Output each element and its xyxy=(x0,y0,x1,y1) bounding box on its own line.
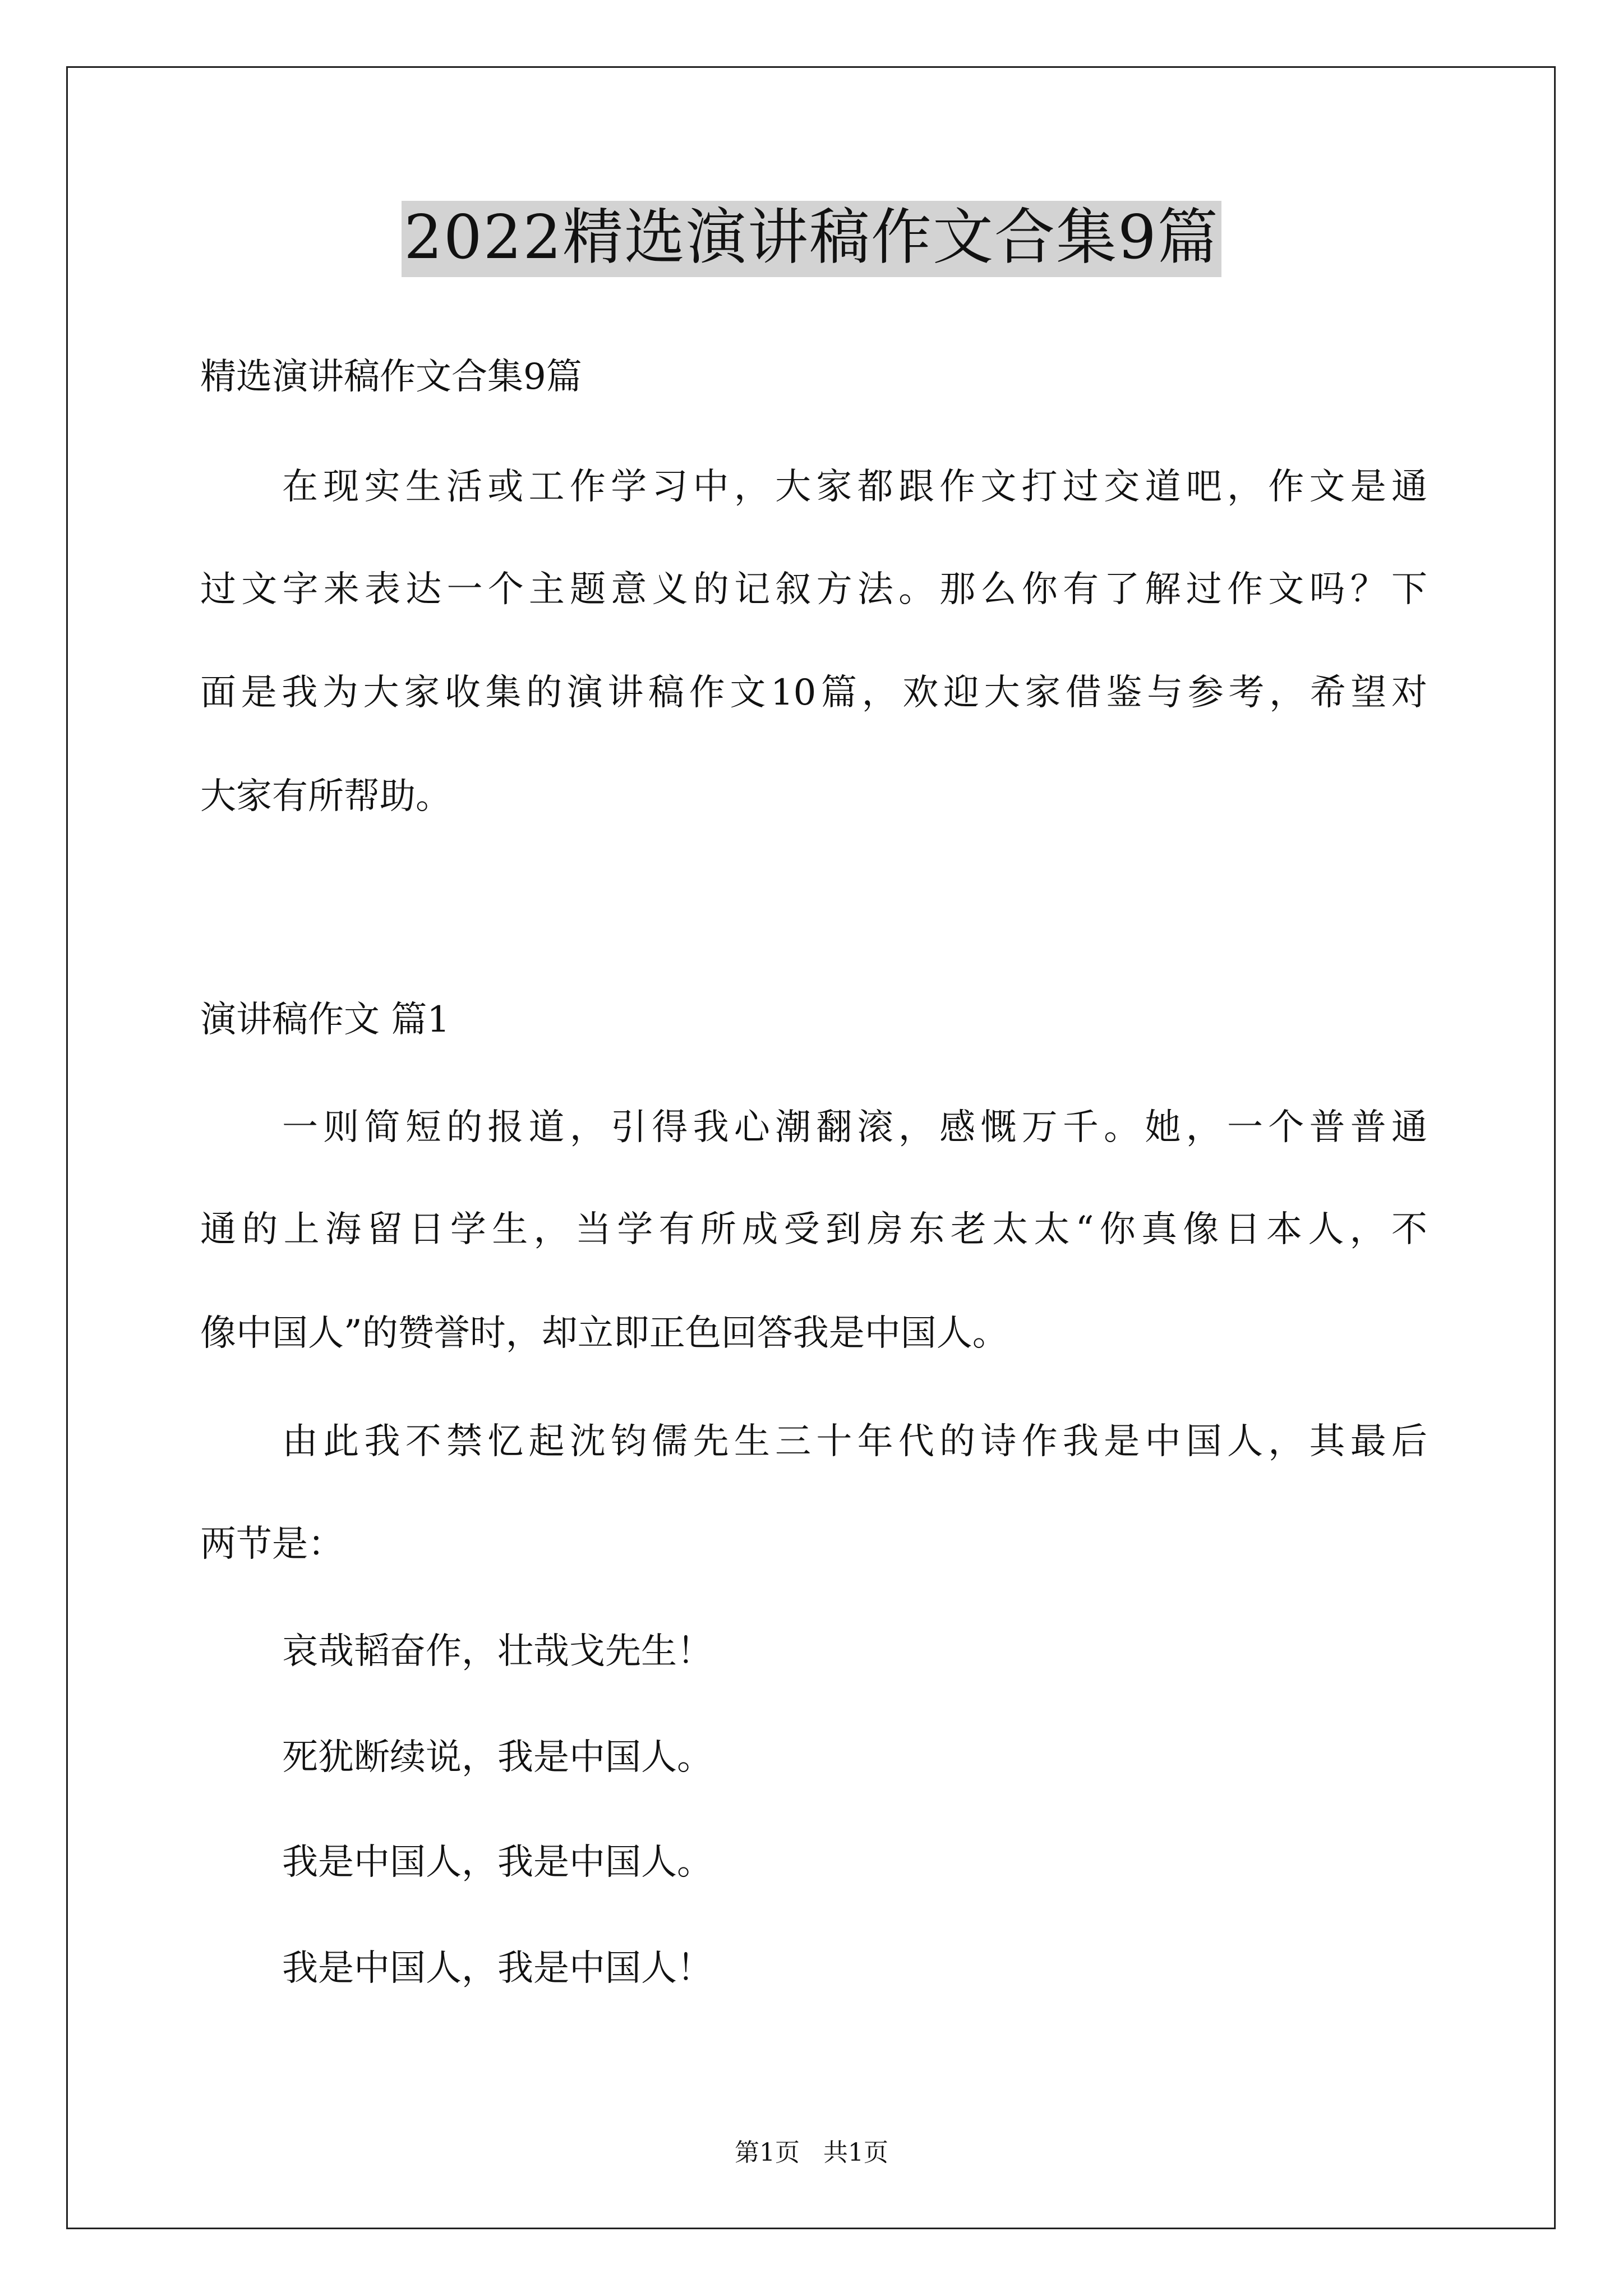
paragraph-line: 通的上海留日学生，当学有所成受到房东老太太“你真像日本人，不 xyxy=(200,1209,1427,1250)
paragraph-line: 一则简短的报道，引得我心潮翻滚，感慨万千。她，一个普普通 xyxy=(282,1107,1427,1148)
document-title-text: 2022精选演讲稿作文合集9篇 xyxy=(402,201,1221,277)
intro-line: 大家有所帮助。 xyxy=(200,776,451,817)
poem-line: 死犹断续说，我是中国人。 xyxy=(282,1737,713,1778)
paragraph-line: 两节是： xyxy=(200,1524,344,1565)
poem-line: 我是中国人，我是中国人！ xyxy=(282,1948,713,1989)
paragraph-line: 由此我不禁忆起沈钧儒先生三十年代的诗作我是中国人，其最后 xyxy=(282,1421,1427,1462)
intro-line: 在现实生活或工作学习中，大家都跟作文打过交道吧，作文是通 xyxy=(282,466,1427,508)
poem-line: 我是中国人，我是中国人。 xyxy=(282,1842,713,1883)
intro-line: 面是我为大家收集的演讲稿作文10篇，欢迎大家借鉴与参考，希望对 xyxy=(200,672,1427,714)
page-footer: 第1页 共1页 xyxy=(735,2138,888,2167)
intro-line: 过文字来表达一个主题意义的记叙方法。那么你有了解过作文吗？下 xyxy=(200,569,1427,610)
document-subtitle: 精选演讲稿作文合集9篇 xyxy=(200,356,582,398)
section-heading: 演讲稿作文 篇1 xyxy=(200,999,450,1041)
paragraph-line: 像中国人”的赞誉时，却立即正色回答我是中国人。 xyxy=(200,1313,1008,1354)
poem-line: 哀哉韬奋作，壮哉戈先生！ xyxy=(282,1631,713,1672)
document-title xyxy=(0,201,1623,277)
